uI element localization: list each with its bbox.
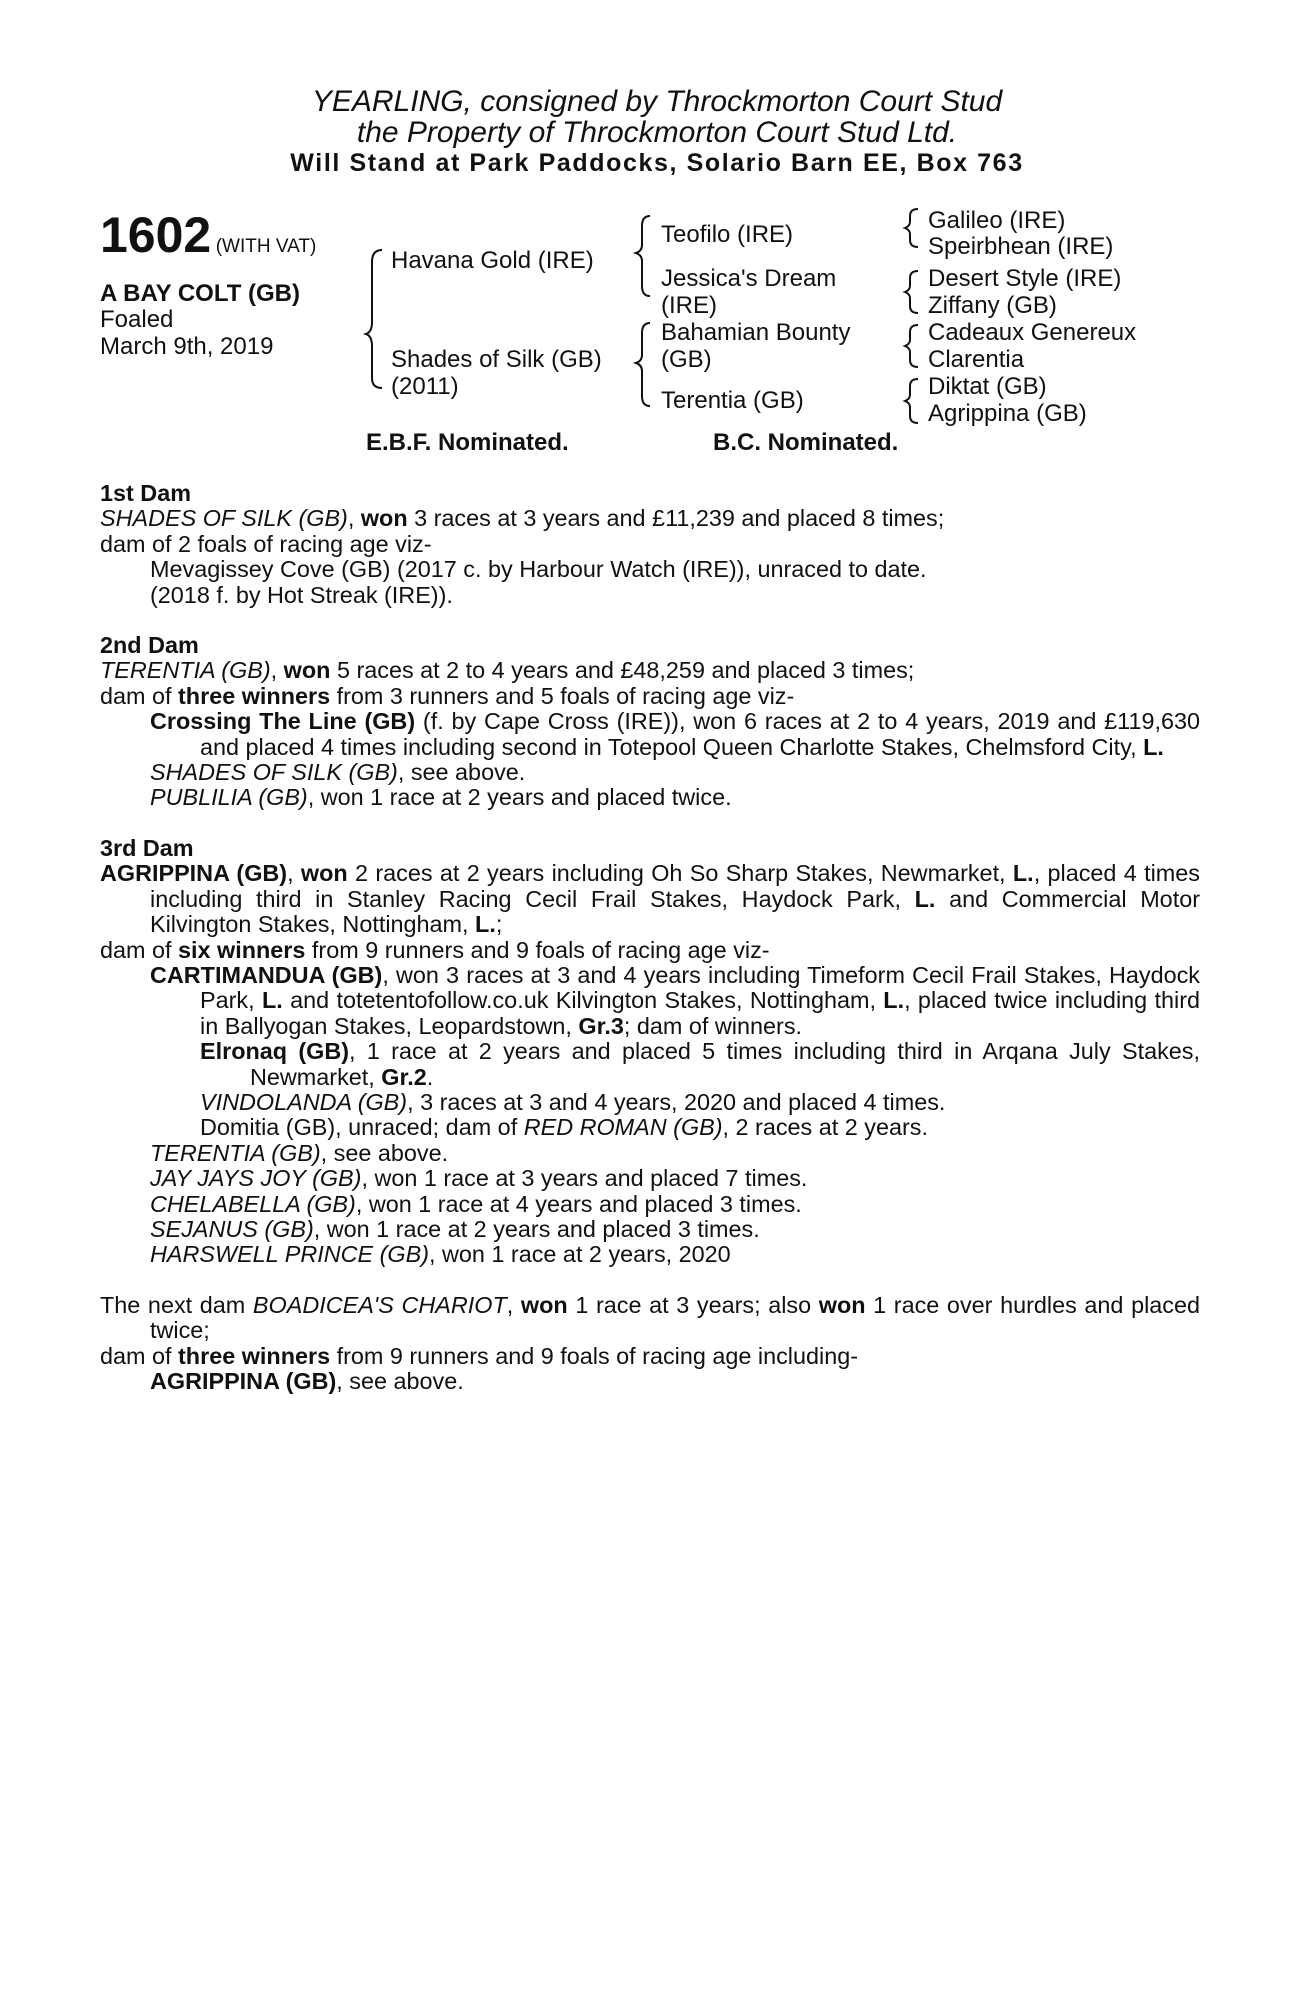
second-dam-produce-3: [100, 785, 1200, 810]
produce-record-2: and totetentofollow.co.uk Kilvington Stakes, Nottingham,: [282, 987, 884, 1014]
pedigree-sire-sire: Teofilo (IRE): [661, 221, 794, 248]
produce-record-1: Domitia (GB), unraced; dam of: [200, 1114, 524, 1141]
pedigree-dss: Cadeaux Genereux: [928, 319, 1137, 346]
pedigree-bracket-sire: [636, 216, 650, 296]
produce-name: CARTIMANDUA (GB): [150, 961, 383, 988]
third-dam-grandproduce-elronaq: [100, 1039, 1200, 1090]
first-dam-sep: ,: [347, 505, 361, 532]
pedigree-bracket-sd: [905, 271, 918, 313]
third-dam-grandproduce-vindolanda: [100, 1090, 1200, 1115]
third-dam-name: AGRIPPINA (GB): [100, 860, 288, 887]
third-dam-produce-jay-jays-joy: [100, 1166, 1200, 1191]
bc-nominated: B.C. Nominated.: [713, 429, 899, 456]
produce-record-1: , 1 race at 2 years and placed 5 times including third in Arqana July Stakes, Newmarket,: [250, 1038, 1200, 1090]
second-dam-intro-c: from 3 runners and 5 foals of racing age viz-: [330, 682, 795, 709]
produce-name: TERENTIA (GB): [150, 1139, 321, 1166]
produce-name: CHELABELLA (GB): [150, 1190, 356, 1217]
header-line-1: YEARLING, consigned by Throckmorton Court Stud: [311, 85, 1003, 118]
third-dam-heading: 3rd Dam: [100, 834, 194, 861]
first-dam-produce-2: (2018 f. by Hot Streak (IRE)).: [150, 581, 453, 608]
produce-record-2: .: [426, 1063, 434, 1090]
second-dam-winners: three winners: [178, 682, 331, 709]
third-dam-record-3: and Commercial Motor Kilvington Stakes, Nottingham,: [150, 885, 1200, 938]
third-dam-won: won: [300, 860, 348, 887]
pedigree-bracket-dd: [905, 379, 918, 423]
listed-mark: L.: [883, 987, 905, 1014]
produce-record: , 3 races at 3 and 4 years, 2020 and placed 4 times.: [407, 1088, 946, 1115]
ebf-nominated: E.B.F. Nominated.: [366, 429, 569, 456]
third-dam-line: [100, 861, 1200, 937]
pedigree-brackets: [0, 0, 1314, 460]
pedigree-sdd: Ziffany (GB): [928, 292, 1057, 319]
third-dam-produce-harswell-prince: [100, 1242, 1200, 1267]
produce-record: , see above.: [336, 1368, 464, 1394]
produce-record: (f. by Cape Cross (IRE)), won 6 races at 2 to 4 years, 2019 and £119,630 and placed 4 times including second in Totepool Queen Charlotte Stakes, Chelmsford City,: [200, 708, 1200, 760]
third-dam-record-2: , placed 4 times including third in Stanley Racing Cecil Frail Stakes, Haydock Park,: [150, 860, 1200, 912]
produce-record-1: , won 3 races at 3 and 4 years including Timeform Cecil Frail Stakes, Haydock Park,: [200, 961, 1201, 1014]
group-mark: Gr.2: [381, 1063, 427, 1090]
next-dam-winners: three winners: [178, 1342, 331, 1369]
second-dam-produce-2: [100, 760, 1200, 785]
third-dam-grandproduce-domitia: [100, 1115, 1200, 1140]
second-dam-heading: 2nd Dam: [100, 632, 199, 659]
listed-mark: L.: [914, 885, 936, 912]
next-dam-record-2: 1 race over hurdles and placed twice;: [150, 1291, 1201, 1344]
pedigree-dam: Shades of Silk (GB): [391, 346, 602, 373]
lot-number: 1602: [100, 207, 212, 263]
pedigree-sds: Desert Style (IRE): [928, 265, 1122, 292]
pedigree-bracket-main: [366, 250, 382, 388]
second-dam-won: won: [283, 657, 331, 684]
produce-record-2: , 2 races at 2 years.: [722, 1114, 928, 1141]
pedigree-ddd: Agrippina (GB): [928, 400, 1087, 427]
pedigree-sire: Havana Gold (IRE): [391, 247, 594, 274]
pedigree-bracket-ss: [905, 209, 918, 247]
produce-name: PUBLILIA (GB): [150, 784, 308, 811]
pedigree-dam-sire-1: Bahamian Bounty: [661, 319, 851, 346]
listed-mark: L.: [475, 911, 496, 938]
produce-record: , won 1 race at 4 years and placed 3 times.: [355, 1190, 802, 1217]
listed-mark: L.: [1012, 860, 1034, 887]
lot-name: A BAY COLT (GB): [100, 280, 301, 307]
first-dam-heading: 1st Dam: [100, 480, 192, 506]
third-dam-produce-sejanus: [100, 1217, 1200, 1242]
produce-name: AGRIPPINA (GB): [150, 1368, 337, 1394]
produce-name: SEJANUS (GB): [150, 1215, 314, 1242]
third-dam-sep: ,: [287, 860, 301, 887]
foaled-date: March 9th, 2019: [100, 333, 274, 360]
third-dam-intro-a: dam of: [100, 936, 179, 963]
first-dam-line: [100, 506, 1200, 531]
produce-name: VINDOLANDA (GB): [200, 1088, 408, 1115]
pedigree-dds: Diktat (GB): [928, 373, 1047, 400]
catalogue-body: [100, 481, 1200, 1394]
next-dam-produce-agrippina: [100, 1369, 1200, 1394]
pedigree-bracket-dam: [636, 323, 650, 406]
third-dam-record-4: ;: [495, 911, 503, 938]
produce-record: , won 1 race at 2 years and placed twice.: [307, 784, 732, 811]
second-dam-produce-intro: [100, 684, 1200, 709]
next-dam-won: won: [520, 1291, 568, 1318]
pedigree-dsd: Clarentia: [928, 346, 1025, 373]
first-dam-produce-1: Mevagissey Cove (GB) (2017 c. by Harbour Watch (IRE)), unraced to date.: [150, 556, 927, 583]
next-dam-sep: ,: [506, 1291, 521, 1318]
pedigree-sire-dam-1: Jessica's Dream: [661, 265, 837, 292]
second-dam-line: [100, 658, 1200, 683]
produce-record: , won 1 race at 2 years and placed 3 times.: [313, 1215, 760, 1242]
header-line-3: Will Stand at Park Paddocks, Solario Barn EE, Box 763: [290, 149, 1024, 177]
pedigree-sire-dam-2: (IRE): [661, 292, 717, 319]
listed-mark: L.: [1143, 733, 1164, 760]
produce-name: Elronaq (GB): [200, 1038, 350, 1065]
produce-name: JAY JAYS JOY (GB): [150, 1165, 362, 1192]
pedigree-bracket-ds: [905, 325, 918, 367]
first-dam-produce-intro: dam of 2 foals of racing age viz-: [100, 530, 432, 557]
produce-record: , won 1 race at 3 years and placed 7 times.: [361, 1165, 808, 1192]
next-dam-name: BOADICEA'S CHARIOT: [252, 1291, 507, 1318]
next-dam-line: [100, 1293, 1200, 1344]
header-line-2: the Property of Throckmorton Court Stud Ltd.: [356, 116, 958, 149]
next-dam-produce-intro: [100, 1344, 1200, 1369]
produce-name: SHADES OF SILK (GB): [150, 759, 398, 786]
group-mark: Gr.3: [578, 1012, 624, 1039]
second-dam-record: 5 races at 2 to 4 years and £48,259 and placed 3 times;: [330, 657, 915, 684]
pedigree-sss: Galileo (IRE): [928, 207, 1066, 234]
next-dam-record-1: 1 race at 3 years; also: [567, 1291, 819, 1318]
third-dam-produce-intro: [100, 938, 1200, 963]
third-dam-produce-cartimandua: [100, 963, 1200, 1039]
pedigree-dam-year: (2011): [391, 373, 459, 400]
next-dam-intro-a: dam of: [100, 1342, 179, 1369]
pedigree-dam-sire-2: (GB): [661, 346, 712, 373]
second-dam-sep: ,: [270, 657, 284, 684]
third-dam-intro-c: from 9 runners and 9 foals of racing age viz-: [305, 936, 770, 963]
produce-name: RED ROMAN (GB): [523, 1114, 723, 1141]
third-dam-produce-chelabella: [100, 1192, 1200, 1217]
next-dam-intro: The next dam: [100, 1291, 253, 1318]
produce-record-3: , placed twice including third in Ballyogan Stakes, Leopardstown,: [200, 987, 1201, 1039]
third-dam-produce-terentia: [100, 1141, 1200, 1166]
second-dam-intro-a: dam of: [100, 682, 179, 709]
produce-record: , see above.: [320, 1139, 449, 1166]
second-dam-produce-1: [100, 709, 1200, 760]
pedigree-dam-dam: Terentia (GB): [661, 387, 804, 414]
listed-mark: L.: [261, 987, 283, 1014]
produce-name: HARSWELL PRINCE (GB): [150, 1241, 430, 1268]
produce-record: , see above.: [397, 759, 526, 786]
first-dam-won: won: [360, 505, 408, 532]
foaled-label: Foaled: [100, 306, 174, 333]
vat-label: (WITH VAT): [215, 236, 317, 257]
next-dam-won-hurdles: won: [818, 1291, 866, 1318]
produce-record-4: ; dam of winners.: [623, 1012, 803, 1039]
next-dam-intro-c: from 9 runners and 9 foals of racing age including-: [330, 1342, 858, 1369]
produce-name: Crossing The Line (GB): [150, 708, 416, 735]
third-dam-winners: six winners: [178, 936, 306, 963]
third-dam-record-1: 2 races at 2 years including Oh So Sharp Stakes, Newmarket,: [347, 860, 1013, 887]
second-dam-name: TERENTIA (GB): [100, 657, 271, 684]
first-dam-record: 3 races at 3 years and £11,239 and placed 8 times;: [407, 505, 945, 532]
first-dam-name: SHADES OF SILK (GB): [100, 505, 348, 532]
pedigree-ssd: Speirbhean (IRE): [928, 233, 1114, 260]
produce-record: , won 1 race at 2 years, 2020: [429, 1241, 731, 1268]
